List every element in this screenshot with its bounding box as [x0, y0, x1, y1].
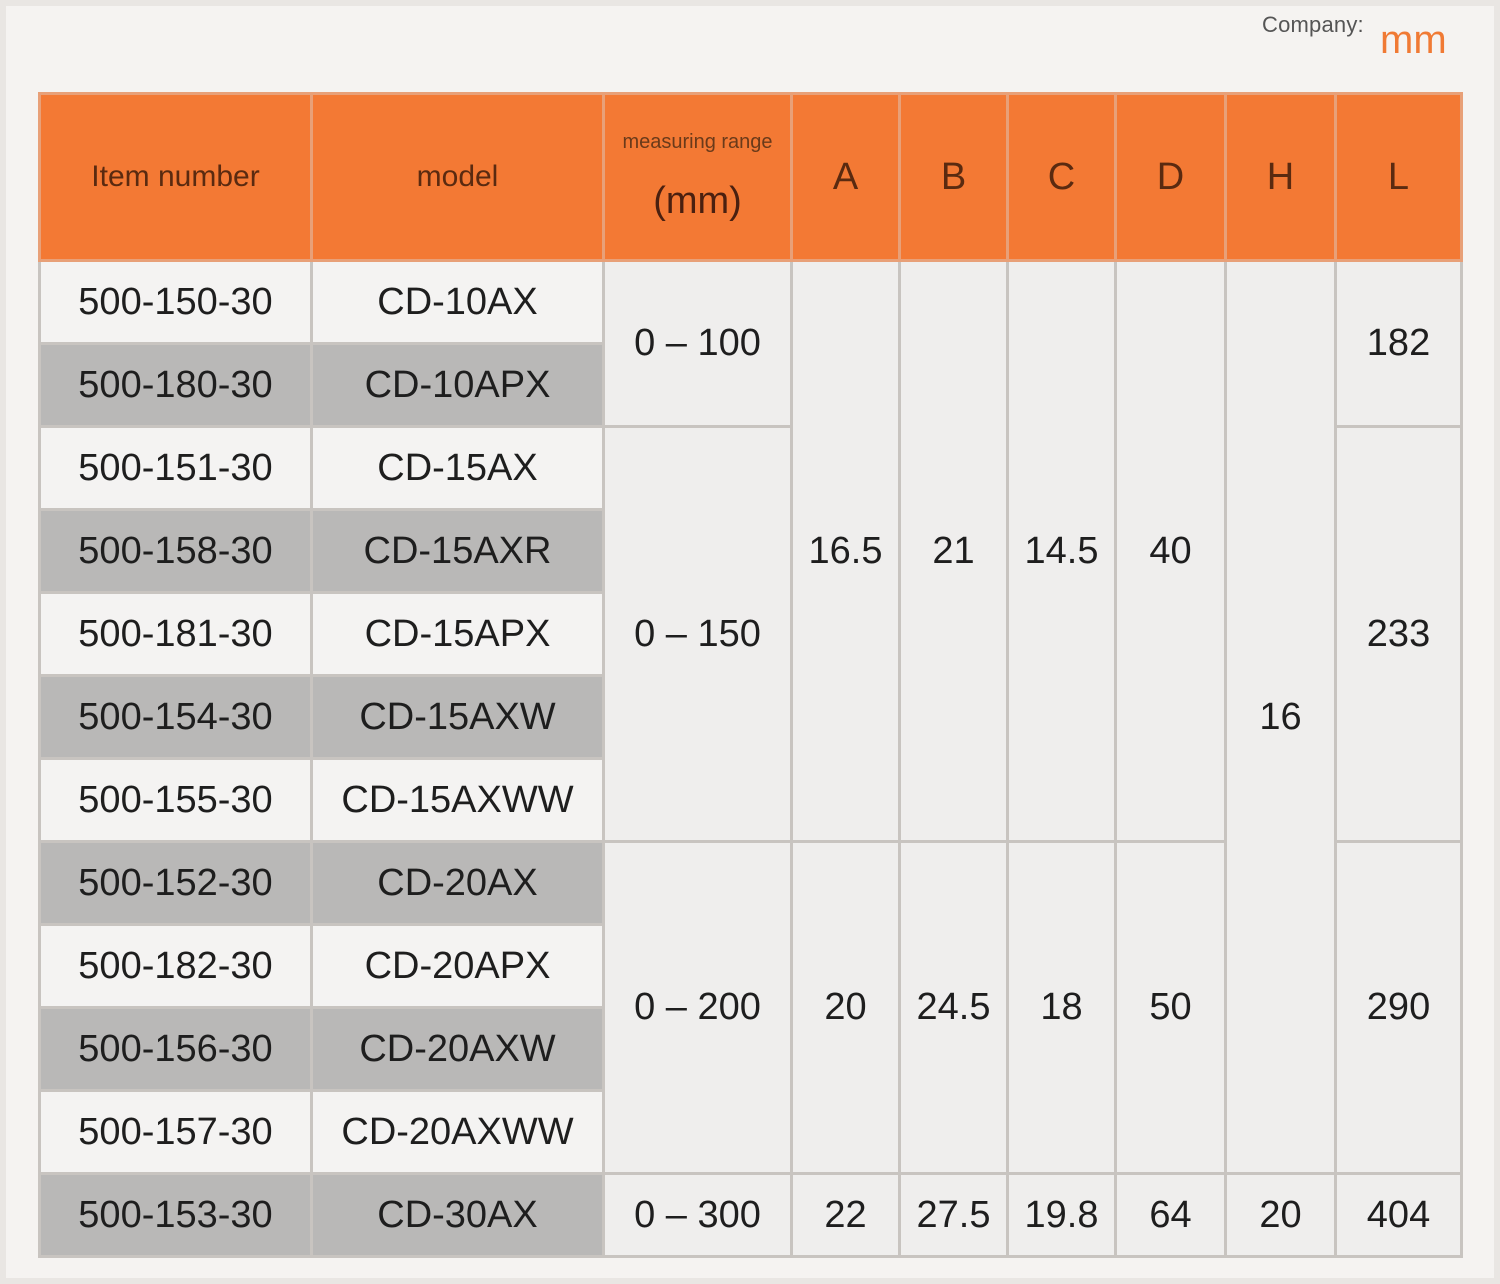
item-number-cell: 500-157-30 — [40, 1091, 312, 1174]
item-number-cell: 500-154-30 — [40, 676, 312, 759]
range-cell: 0 – 150 — [604, 427, 792, 842]
item-number-cell: 500-181-30 — [40, 593, 312, 676]
item-number-cell: 500-156-30 — [40, 1008, 312, 1091]
model-cell: CD-15AXWW — [312, 759, 604, 842]
model-cell: CD-15AXR — [312, 510, 604, 593]
b-cell: 21 — [900, 261, 1008, 842]
header-a: A — [792, 94, 900, 261]
c-cell: 18 — [1008, 842, 1116, 1174]
header-model: model — [312, 94, 604, 261]
model-cell: CD-20AX — [312, 842, 604, 925]
model-cell: CD-15APX — [312, 593, 604, 676]
a-cell: 16.5 — [792, 261, 900, 842]
header-range-label: measuring range — [622, 131, 773, 153]
h-cell: 16 — [1226, 261, 1336, 1174]
b-cell: 27.5 — [900, 1174, 1008, 1257]
range-cell: 0 – 300 — [604, 1174, 792, 1257]
model-cell: CD-10APX — [312, 344, 604, 427]
item-number-cell: 500-182-30 — [40, 925, 312, 1008]
model-cell: CD-20APX — [312, 925, 604, 1008]
header-c: C — [1008, 94, 1116, 261]
model-cell: CD-15AX — [312, 427, 604, 510]
unit-value: mm — [1380, 18, 1447, 62]
d-cell: 40 — [1116, 261, 1226, 842]
model-cell: CD-20AXW — [312, 1008, 604, 1091]
header-l: L — [1336, 94, 1462, 261]
h-cell: 20 — [1226, 1174, 1336, 1257]
header-item-number: Item number — [40, 94, 312, 261]
item-number-cell: 500-155-30 — [40, 759, 312, 842]
model-cell: CD-20AXWW — [312, 1091, 604, 1174]
table-row — [40, 261, 1462, 344]
l-cell: 290 — [1336, 842, 1462, 1174]
item-number-cell: 500-152-30 — [40, 842, 312, 925]
table-row — [40, 1174, 1462, 1257]
range-cell: 0 – 100 — [604, 261, 792, 427]
d-cell: 50 — [1116, 842, 1226, 1174]
header-b: B — [900, 94, 1008, 261]
unit-label: Company: — [1262, 12, 1364, 37]
item-number-cell: 500-150-30 — [40, 261, 312, 344]
c-cell: 14.5 — [1008, 261, 1116, 842]
c-cell: 19.8 — [1008, 1174, 1116, 1257]
model-cell: CD-15AXW — [312, 676, 604, 759]
model-cell: CD-30AX — [312, 1174, 604, 1257]
item-number-cell: 500-180-30 — [40, 344, 312, 427]
header-row — [40, 94, 1462, 261]
a-cell: 20 — [792, 842, 900, 1174]
header-range-unit: (mm) — [653, 180, 742, 222]
header-h: H — [1226, 94, 1336, 261]
header-d: D — [1116, 94, 1226, 261]
l-cell: 233 — [1336, 427, 1462, 842]
b-cell: 24.5 — [900, 842, 1008, 1174]
spec-table — [38, 92, 1463, 1258]
item-number-cell: 500-153-30 — [40, 1174, 312, 1257]
model-cell: CD-10AX — [312, 261, 604, 344]
d-cell: 64 — [1116, 1174, 1226, 1257]
item-number-cell: 500-151-30 — [40, 427, 312, 510]
l-cell: 182 — [1336, 261, 1462, 427]
item-number-cell: 500-158-30 — [40, 510, 312, 593]
l-cell: 404 — [1336, 1174, 1462, 1257]
a-cell: 22 — [792, 1174, 900, 1257]
header-measuring-range — [604, 94, 792, 261]
range-cell: 0 – 200 — [604, 842, 792, 1174]
